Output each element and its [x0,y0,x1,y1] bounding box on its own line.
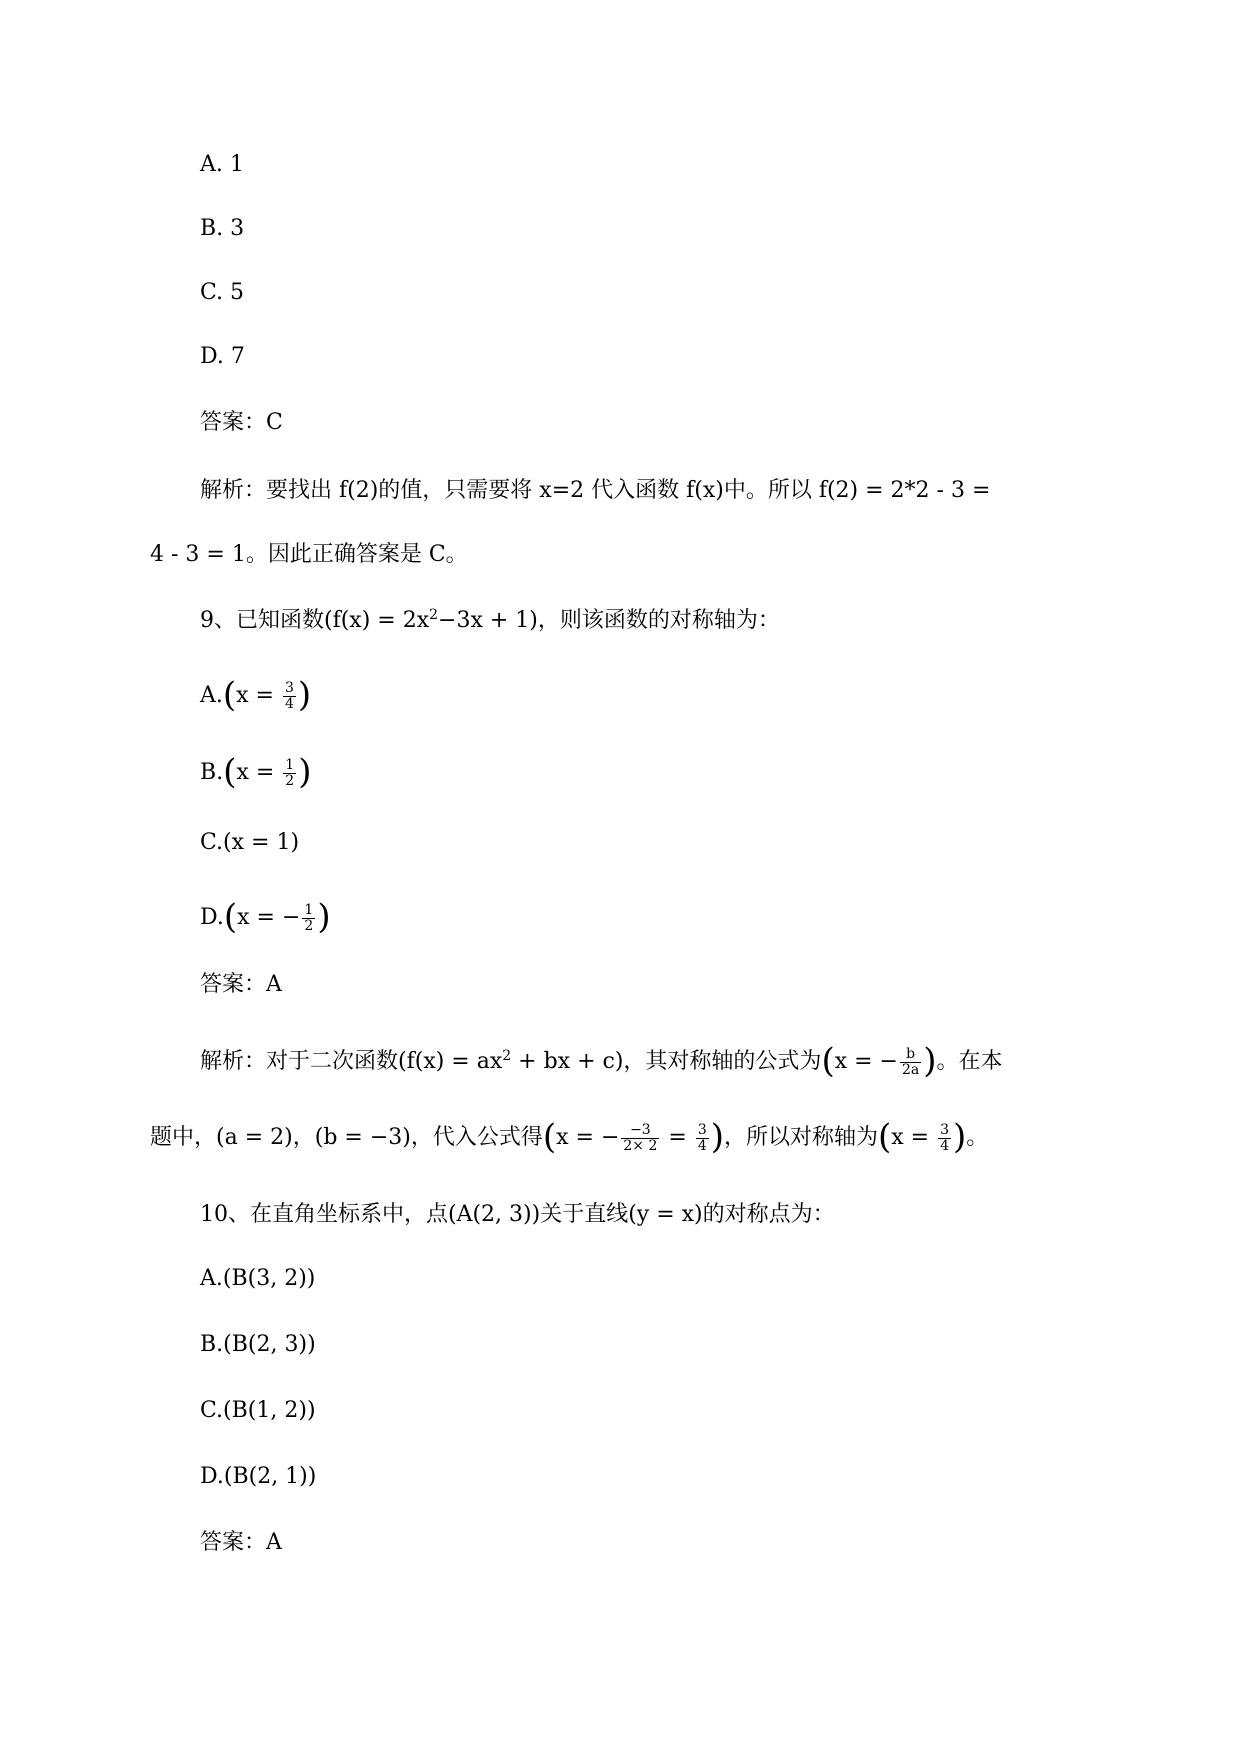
q8-option-b: B. 3 [200,216,245,241]
q10-answer: 答案：A [200,1530,282,1555]
q10-option-b: B.(B(2, 3)) [200,1332,316,1357]
fraction: $\frac{1}{2}$ [304,901,314,934]
fraction: $\frac{b}{2a}$ [901,1045,920,1078]
q9-stem: 9、已知函数$(f(x) = 2x^2-3x + 1)$，则该函数的对称轴为： [200,607,780,633]
q8-answer: 答案：C [200,410,283,435]
q9-option-a: A.(x = $\frac{3}{4}$ ) [200,675,312,715]
q8-analysis-line1: 解析：要找出 f(2)的值，只需要将 x=2 代入函数 f(x)中。所以 f(2) = 2*2 - 3 = [200,478,991,503]
fraction: $\frac{1}{2}$ [285,756,295,789]
q9-option-b: B.(x = $\frac{1}{2}$ ) [200,752,312,792]
fraction: $\frac{-3}{2\times 2}$ [623,1121,658,1154]
q10-stem: 10、在直角坐标系中，点(A(2, 3))关于直线(y = x)的对称点为： [200,1202,835,1227]
q9-analysis-line1: 解析：对于二次函数($f(x) = ax^2$ + bx + c)，其对称轴的公式为(x = − $\frac{b}{2a}$ )。在本 [200,1041,1003,1081]
q9-option-d: D.(x = − $\frac{1}{2}$ ) [200,897,331,937]
fraction: $\frac{3}{4}$ [284,679,294,712]
q9-analysis-line2: 题中，(a = 2)，(b = −3)，代入公式得(x = − $\frac{-3}{2\times 2}$ = $\frac{3}{4}$ )，所以对称轴为(x = $\frac{3}{4}$ )。 [150,1117,989,1157]
q8-analysis-line2: 4 - 3 = 1。因此正确答案是 C。 [150,542,468,567]
fraction: $\frac{3}{4}$ [940,1121,950,1154]
q9-option-c: C.(x = 1) [200,830,300,855]
q8-option-a: A. 1 [200,152,244,177]
q10-option-a: A.(B(3, 2)) [200,1266,316,1291]
q10-option-c: C.(B(1, 2)) [200,1398,316,1423]
fraction: $\frac{3}{4}$ [697,1121,707,1154]
q9-answer: 答案：A [200,972,282,997]
q8-option-c: C. 5 [200,280,245,305]
q10-option-d: D.(B(2, 1)) [200,1464,317,1489]
q8-option-d: D. 7 [200,344,245,369]
